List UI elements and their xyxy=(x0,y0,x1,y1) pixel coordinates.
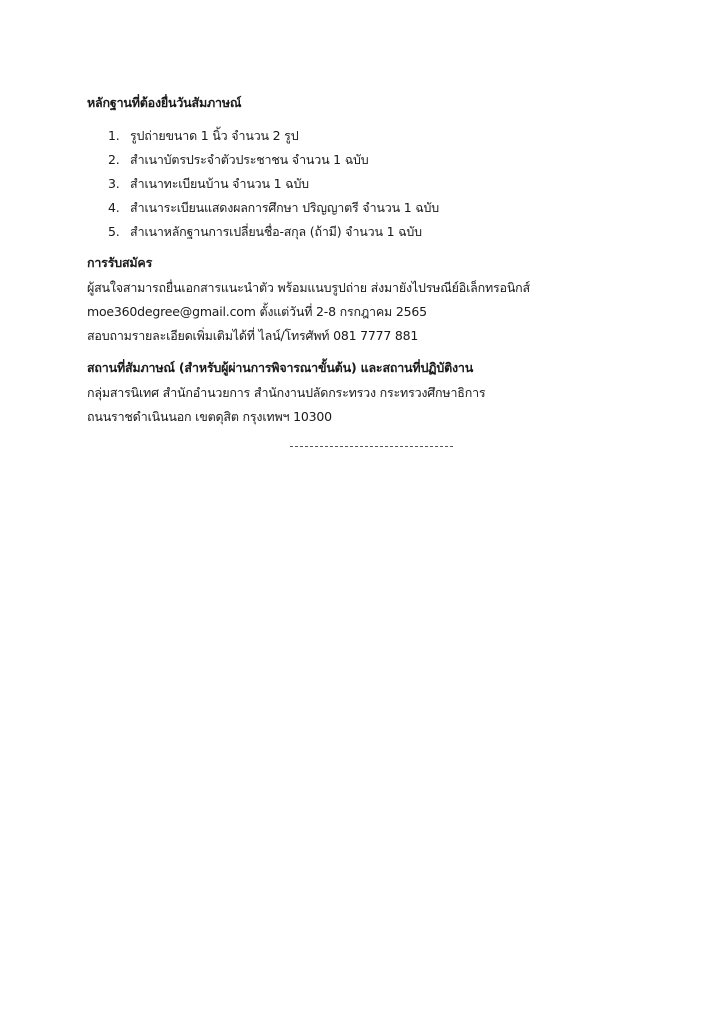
list-item xyxy=(108,198,439,218)
application-line: สอบถามรายละเอียดเพิ่มเติมได้ที่ ไลน์/โทรศัพท์ 081 7777 881 xyxy=(87,328,419,343)
list-item xyxy=(108,222,422,242)
list-number: 4. xyxy=(108,200,120,215)
list-number: 3. xyxy=(108,176,120,191)
divider-line xyxy=(290,446,453,447)
list-text: รูปถ่ายขนาด 1 นิ้ว จำนวน 2 รูป xyxy=(130,128,299,143)
documents-heading: หลักฐานที่ต้องยื่นวันสัมภาษณ์ xyxy=(87,95,242,110)
list-item xyxy=(108,174,309,194)
list-text: สำเนาทะเบียนบ้าน จำนวน 1 ฉบับ xyxy=(130,176,309,191)
list-text: สำเนาบัตรประจำตัวประชาชน จำนวน 1 ฉบับ xyxy=(130,152,369,167)
location-heading: สถานที่สัมภาษณ์ (สำหรับผู้ผ่านการพิจารณาขั้นต้น) และสถานที่ปฏิบัติงาน xyxy=(87,360,474,375)
list-item xyxy=(108,150,369,170)
list-text: สำเนาหลักฐานการเปลี่ยนชื่อ-สกุล (ถ้ามี) จำนวน 1 ฉบับ xyxy=(130,224,422,239)
application-heading: การรับสมัคร xyxy=(87,255,153,270)
list-item xyxy=(108,126,298,146)
location-line: ถนนราชดำเนินนอก เขตดุสิต กรุงเทพฯ 10300 xyxy=(87,409,332,424)
list-number: 2. xyxy=(108,152,120,167)
application-line: moe360degree@gmail.com ตั้งแต่วันที่ 2-8 กรกฎาคม 2565 xyxy=(87,304,427,319)
list-number: 5. xyxy=(108,224,120,239)
application-line: ผู้สนใจสามารถยื่นเอกสารแนะนำตัว พร้อมแนบรูปถ่าย ส่งมายังไปรษณีย์อิเล็กทรอนิกส์ xyxy=(87,280,530,295)
list-number: 1. xyxy=(108,128,120,143)
location-line: กลุ่มสารนิเทศ สำนักอำนวยการ สำนักงานปลัดกระทรวง กระทรวงศึกษาธิการ xyxy=(87,385,486,400)
list-text: สำเนาระเบียนแสดงผลการศึกษา ปริญญาตรี จำนวน 1 ฉบับ xyxy=(130,200,440,215)
